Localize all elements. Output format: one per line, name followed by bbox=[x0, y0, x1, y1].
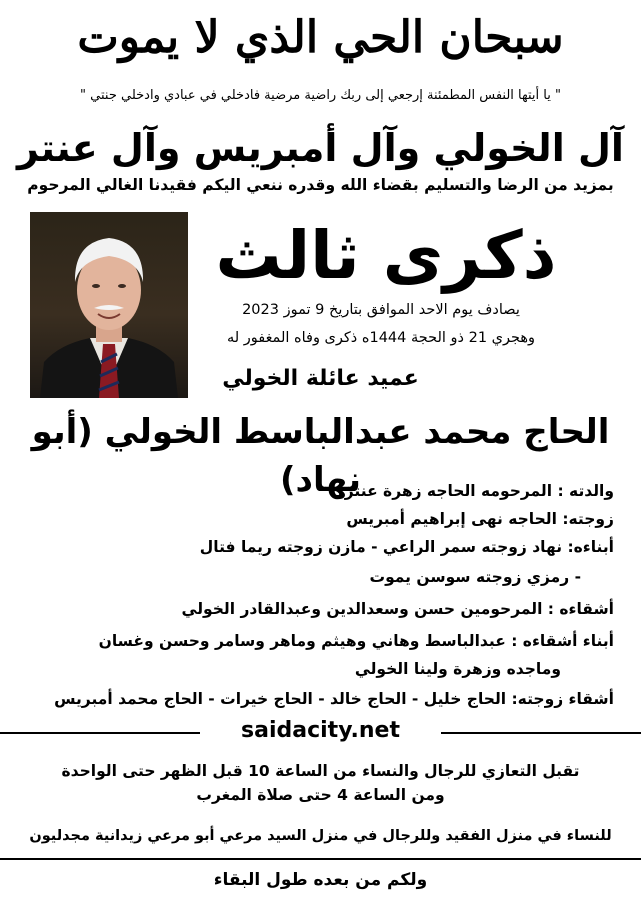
relative-line-wife-siblings: أشقاء زوجته: الحاج خليل - الحاج خالد - الحاج خيرات - الحاج محمد أمبريس bbox=[54, 690, 614, 708]
announcement-text: بمزيد من الرضا والتسليم بقضاء الله وقدره ننعي اليكم فقيدنا الغالي المرحوم bbox=[27, 176, 614, 194]
condolence-location: للنساء في منزل الفقيد وللرجال في منزل السيد مرعي أبو مرعي زيدانية مجدليون bbox=[29, 828, 612, 844]
website-separator bbox=[0, 718, 641, 748]
condolence-hours-1: تقبل التعازي للرجال والنساء من الساعة 10 قبل الظهر حتى الواحدة bbox=[61, 762, 580, 780]
quran-verse: " يا أيتها النفس المطمئنة إرجعي إلى ربك راضية مرضية فادخلي في عبادي وادخلي جنتي " bbox=[80, 88, 561, 103]
family-names: آل الخولي وآل أمبريس وآل عنتر bbox=[17, 126, 624, 170]
divider bbox=[0, 858, 641, 860]
closing-text: ولكم من بعده طول البقاء bbox=[213, 870, 428, 890]
relative-line-mother: والدته : المرحومه الحاجه زهرة عنتر bbox=[344, 482, 614, 500]
memorial-date-hijri: وهجري 21 ذو الحجة 1444ه ذكرى وفاه المغفور له bbox=[226, 330, 536, 346]
deceased-role: عميد عائلة الخولي bbox=[222, 366, 419, 391]
relative-line-wife: زوجته: الحاجه نهى إبراهيم أمبريس bbox=[346, 510, 614, 528]
memorial-title: ذكرى ثالث bbox=[215, 217, 557, 294]
relative-line-nephews: أبناء أشقاءه : عبدالباسط وهاني وهيثم وماهر وسامر وحسن وغسان bbox=[98, 632, 614, 650]
relative-line-sons: أبناءه: نهاد زوجته سمر الراعي - مازن زوجته ريما فتال bbox=[199, 538, 614, 556]
website-link[interactable]: saidacity.net bbox=[235, 718, 406, 743]
relative-line-brothers: أشقاءه : المرحومين حسن وسعدالدين وعبدالقادر الخولي bbox=[181, 600, 614, 618]
memorial-date-gregorian: يصادف يوم الاحد الموافق بتاريخ 9 تموز 2023 bbox=[242, 302, 520, 318]
condolence-hours-2: ومن الساعة 4 حتى صلاة المغرب bbox=[196, 786, 445, 804]
deceased-name: الحاج محمد عبدالباسط الخولي (أبو نهاد) bbox=[31, 412, 610, 500]
header-calligraphy: سبحان الحي الذي لا يموت bbox=[77, 12, 564, 63]
relative-line-nieces: وماجده وزهرة ولينا الخولي bbox=[354, 660, 561, 678]
relative-line-sons-cont: - رمزي زوجته سوسن يموت bbox=[369, 568, 581, 586]
